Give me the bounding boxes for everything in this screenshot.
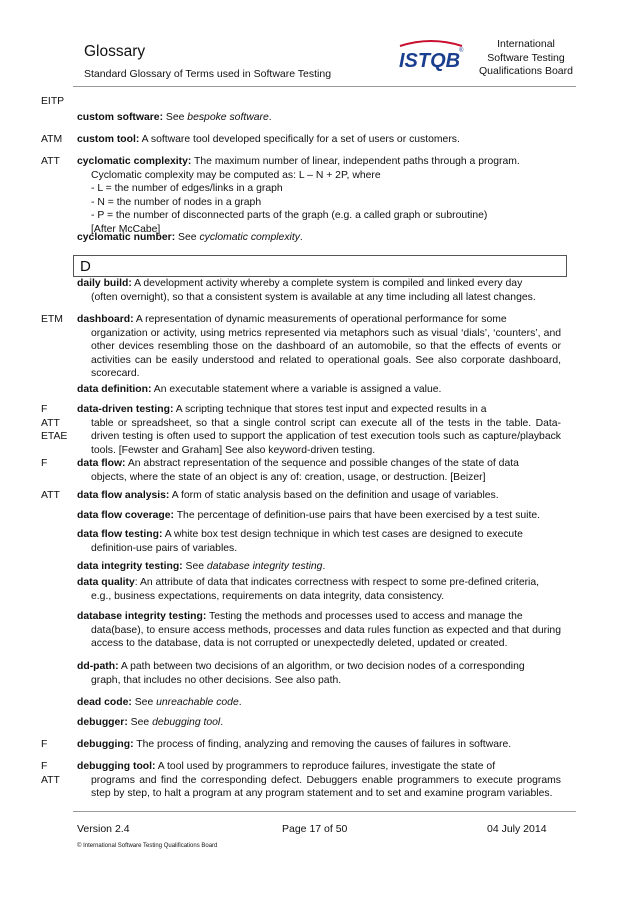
page-header	[0, 0, 638, 95]
entry-first-line	[77, 134, 460, 145]
entry-first-line	[77, 561, 325, 572]
term: data definition:	[77, 384, 152, 395]
term: custom software:	[77, 112, 164, 123]
syllabus-codes: F ATT	[41, 761, 60, 786]
cross-reference: database integrity testing	[206, 561, 323, 572]
entry-body	[77, 660, 561, 687]
entry-body	[77, 760, 561, 801]
entry-body	[77, 509, 561, 523]
entry-first-line	[77, 232, 303, 243]
entry-first-line	[77, 490, 499, 501]
entry-body	[77, 528, 561, 555]
document-title: Glossary	[84, 43, 146, 60]
cross-reference: cyclomatic complexity	[199, 232, 300, 243]
definition-text: Testing the methods and processes used to access and manage the	[206, 611, 523, 622]
definition-text: An abstract representation of the sequence and possible changes of the state of data	[125, 458, 519, 469]
definition-text: See	[131, 697, 157, 708]
term: data quality	[77, 577, 135, 588]
term: cyclomatic number:	[77, 232, 176, 243]
definition-text: : An attribute of data that indicates correctness with respect to some pre-defined criteria,	[134, 577, 540, 588]
entry-first-line	[77, 112, 272, 123]
entry-first-line	[77, 510, 540, 521]
definition-text: A development activity whereby a complete system is compiled and linked every day	[131, 278, 523, 289]
definition-text: An executable statement where a variable is assigned a value.	[151, 384, 442, 395]
term: data flow analysis:	[77, 490, 170, 501]
definition-text: A path between two decisions of an algorithm, or two decision nodes of a corresponding	[118, 661, 525, 672]
term: debugger:	[77, 717, 128, 728]
istqb-logo	[396, 38, 466, 78]
definition-text: A white box test design technique in which test cases are designed to execute	[162, 529, 523, 540]
syllabus-codes: EITP	[41, 96, 65, 107]
term: custom tool:	[77, 134, 140, 145]
entry-first-line	[77, 156, 520, 167]
syllabus-codes: F	[41, 739, 48, 750]
definition-text: The process of finding, analyzing and removing the causes of failures in software.	[133, 739, 512, 750]
definition-continuation: Cyclomatic complexity may be computed as: L – N + 2P, where - L = the number of edges/links in a graph - N = the number of nodes in a graph - P = the number of disconnected parts of the graph (e.g. a called graph or subroutine) [After McCabe]	[91, 169, 488, 235]
definition-tail: .	[220, 717, 224, 728]
term: data-driven testing:	[77, 404, 174, 415]
entry-first-line	[77, 384, 441, 395]
entry-first-line	[77, 577, 539, 588]
definition-continuation: graph, that includes no other decisions. See also path.	[91, 674, 342, 686]
definition-text: See	[182, 561, 207, 572]
term: dashboard:	[77, 314, 134, 325]
term: data flow:	[77, 458, 126, 469]
entry-first-line	[77, 697, 242, 708]
definition-text: The maximum number of linear, independent paths through a program.	[191, 156, 520, 167]
definition-continuation: e.g., business expectations, requirements on data integrity, data consistency.	[91, 590, 445, 602]
entry-body	[77, 111, 561, 125]
definition-continuation: (often overnight), so that a consistent system is available at any time including all latest changes.	[91, 291, 536, 303]
definition-continuation: definition-use pairs of variables.	[91, 542, 238, 554]
term: dead code:	[77, 697, 132, 708]
footer-date: 04 July 2014	[487, 823, 547, 835]
definition-tail: .	[238, 697, 242, 708]
syllabus-codes: ATT	[41, 490, 60, 501]
cross-reference: debugging tool	[152, 717, 221, 728]
footer-divider	[73, 811, 576, 812]
definition-text: The percentage of definition-use pairs that have been exercised by a test suite.	[174, 510, 541, 521]
definition-text: See	[163, 112, 188, 123]
definition-continuation: data(base), to ensure access methods, processes and data rules function as expected and that during access to the database, data is not corrupted or unexpectedly deleted, updated or created.	[91, 624, 561, 650]
term: database integrity testing:	[77, 611, 207, 622]
entry-body	[77, 231, 561, 245]
header-divider	[73, 86, 576, 87]
term: cyclomatic complexity:	[77, 156, 192, 167]
entry-first-line	[77, 661, 525, 672]
entry-body	[77, 457, 561, 484]
entry-first-line	[77, 529, 523, 540]
term: data integrity testing:	[77, 561, 183, 572]
definition-text: A scripting technique that stores test input and expected results in a	[173, 404, 487, 415]
section-letter: D	[80, 258, 91, 275]
entry-body	[77, 560, 561, 574]
cross-reference: bespoke software	[187, 112, 269, 123]
term: daily build:	[77, 278, 132, 289]
entry-first-line	[77, 761, 495, 772]
syllabus-codes: ATT	[41, 156, 60, 167]
entry-body	[77, 313, 561, 381]
term: debugging:	[77, 739, 134, 750]
syllabus-codes: ETM	[41, 314, 63, 325]
entry-body	[77, 738, 561, 752]
definition-tail: .	[268, 112, 272, 123]
entry-body	[77, 610, 561, 651]
svg-text:ISTQB: ISTQB	[399, 50, 461, 72]
definition-text: A tool used by programmers to reproduce failures, investigate the state of	[155, 761, 496, 772]
definition-text: A form of static analysis based on the definition and usage of variables.	[169, 490, 499, 501]
entry-first-line	[77, 458, 519, 469]
entry-first-line	[77, 314, 507, 325]
entry-body	[77, 716, 561, 730]
term: dd-path:	[77, 661, 119, 672]
section-letter-box	[73, 255, 567, 277]
definition-text: A software tool developed specifically for a set of users or customers.	[139, 134, 460, 145]
definition-text: See	[175, 232, 200, 243]
definition-continuation: programs and find the corresponding defect. Debuggers enable programmers to execute programs step by step, to halt a program at any program statement and to set and examine program variables.	[91, 774, 561, 800]
syllabus-codes: ATM	[41, 134, 63, 145]
entry-body	[77, 277, 561, 304]
entry-body	[77, 155, 561, 237]
definition-tail: .	[322, 561, 326, 572]
entry-first-line	[77, 611, 523, 622]
footer-version: Version 2.4	[77, 823, 130, 835]
definition-text: See	[127, 717, 153, 728]
definition-continuation: objects, where the state of an object is any of: creation, usage, or destruction. [Beizer]	[91, 471, 486, 483]
document-subtitle: Standard Glossary of Terms used in Software Testing	[84, 68, 332, 80]
term: debugging tool:	[77, 761, 156, 772]
syllabus-codes: F	[41, 458, 48, 469]
definition-text: A representation of dynamic measurements of operational performance for some	[133, 314, 507, 325]
definition-tail: .	[299, 232, 303, 243]
entry-first-line	[77, 278, 522, 289]
entry-body	[77, 133, 561, 147]
entry-body	[77, 576, 561, 603]
entry-body	[77, 696, 561, 710]
organization-name: International Software Testing Qualifications Board	[479, 38, 573, 77]
footer-copyright: © International Software Testing Qualifications Board	[77, 843, 218, 849]
syllabus-codes: F ATT ETAE	[41, 404, 68, 443]
entry-body	[77, 489, 561, 503]
term: data flow coverage:	[77, 510, 175, 521]
definition-continuation: organization or activity, using metrics represented via metaphors such as visual ‘dials’, ‘counters’, and other devices resembling those on the dashboard of an automobile, so that the effects of events or activities can be easily understood and related to operational goals. See also corporate dashboard, scorecard.	[91, 327, 561, 380]
footer-page-number: Page 17 of 50	[282, 823, 348, 835]
entry-first-line	[77, 739, 511, 750]
entry-body	[77, 403, 561, 457]
entry-first-line	[77, 717, 223, 728]
entry-first-line	[77, 404, 487, 415]
cross-reference: unreachable code	[156, 697, 239, 708]
svg-text:®: ®	[459, 48, 464, 54]
term: data flow testing:	[77, 529, 163, 540]
entry-body	[77, 383, 561, 397]
definition-continuation: table or spreadsheet, so that a single control script can execute all of the tests in the table. Data-driven testing is often used to support the application of test execution tools such as capture/playback tools. [Fewster and Graham] See also keyword-driven testing.	[91, 417, 561, 456]
